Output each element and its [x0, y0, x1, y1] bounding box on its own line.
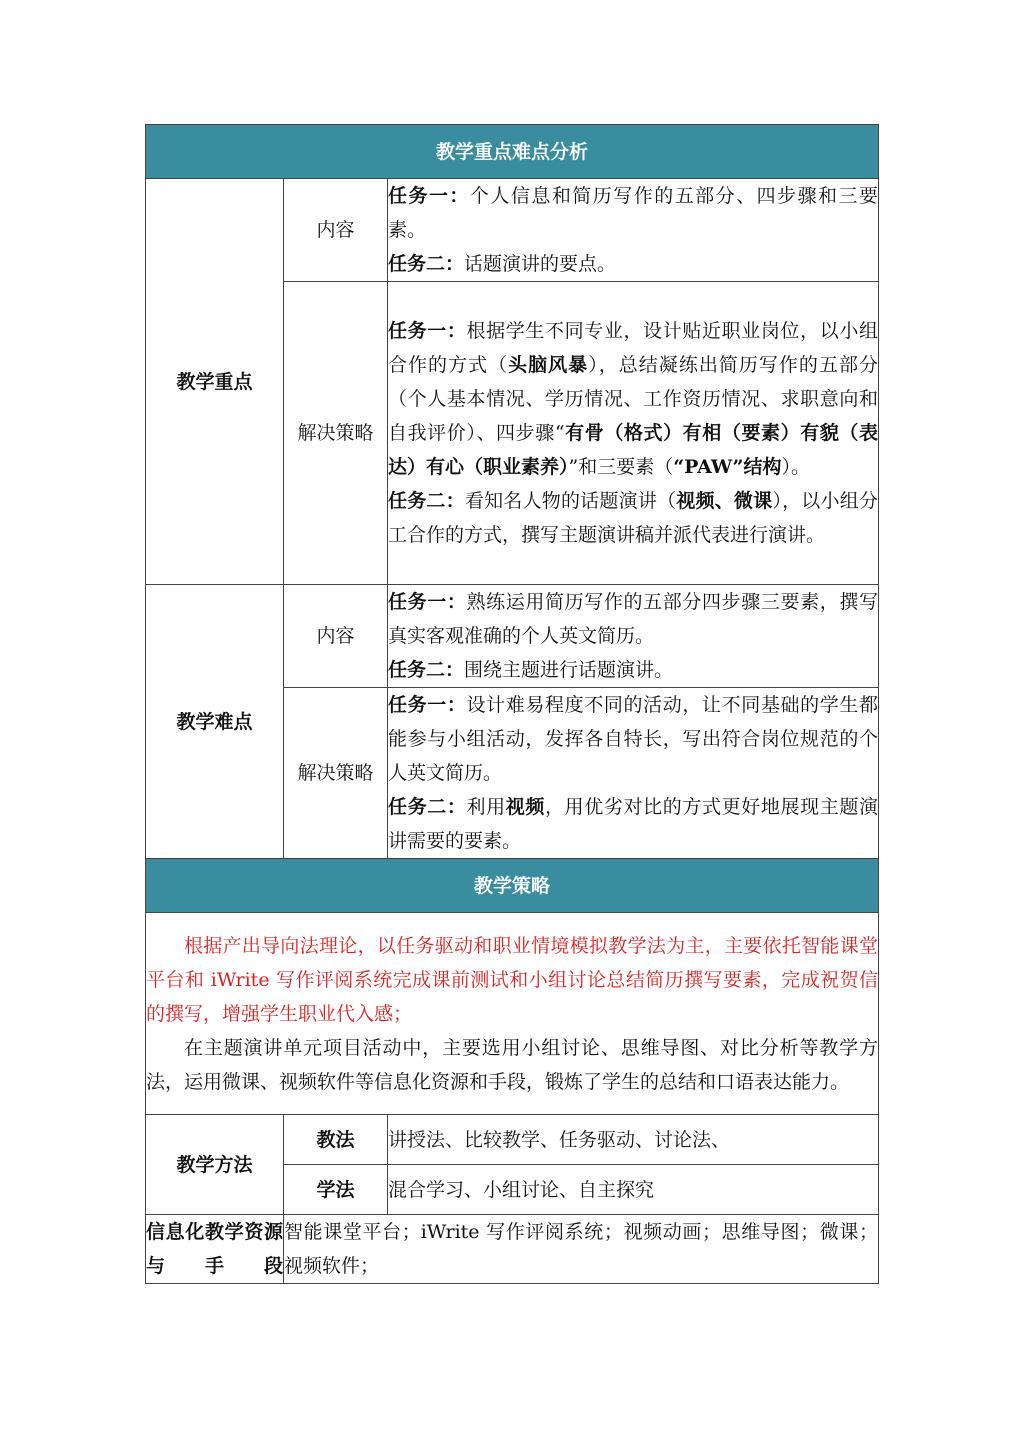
key-strategy: 任务一：根据学生不同专业，设计贴近职业岗位，以小组合作的方式（头脑风暴），总结凝练出简历写作的五部分（个人基本情况、学历情况、工作资历情况、求职意向和自我评价）、四步骤“有骨（格式）有相（要素）有貌（表达）有心（职业素养）”和三要素（“PAW”结构）。 任务二：看知名人物的话题演讲（视频、微课），以小组分工合作的方式，撰写主题演讲稿并派代表进行演讲。: [388, 282, 879, 585]
analysis-title: 教学重点难点分析: [146, 125, 879, 179]
resources-label: 信息化教学资源与手段: [146, 1215, 284, 1284]
teach-method: 讲授法、比较教学、任务驱动、讨论法、: [388, 1115, 879, 1165]
diff-strategy-label: 解决策略: [284, 688, 388, 859]
learn-method-label: 学法: [284, 1165, 388, 1215]
learn-method: 混合学习、小组讨论、自主探究: [388, 1165, 879, 1215]
strategy-paragraph-2: 在主题演讲单元项目活动中，主要选用小组讨论、思维导图、对比分析等教学方法，运用微课、视频软件等信息化资源和手段，锻炼了学生的总结和口语表达能力。: [146, 1036, 879, 1093]
strategy-paragraph-1: 根据产出导向法理论，以任务驱动和职业情境模拟教学法为主，主要依托智能课堂平台和 iWrite 写作评阅系统完成课前测试和小组讨论总结简历撰写要素，完成祝贺信的撰写，增强学生职业代入感；: [146, 934, 879, 1025]
key-content: 任务一：个人信息和简历写作的五部分、四步骤和三要素。 任务二：话题演讲的要点。: [388, 179, 879, 282]
diff-content: 任务一：熟练运用简历写作的五部分四步骤三要素，撰写真实客观准确的个人英文简历。 任务二：围绕主题进行话题演讲。: [388, 585, 879, 688]
diff-content-label: 内容: [284, 585, 388, 688]
difficulties-label: 教学难点: [146, 585, 284, 859]
teach-method-label: 教法: [284, 1115, 388, 1165]
key-content-label: 内容: [284, 179, 388, 282]
resources-text: 智能课堂平台；iWrite 写作评阅系统；视频动画；思维导图；微课；视频软件；: [284, 1215, 879, 1284]
key-strategy-label: 解决策略: [284, 282, 388, 585]
teaching-analysis-table: [145, 124, 879, 1284]
key-points-label: 教学重点: [146, 179, 284, 585]
methods-label: 教学方法: [146, 1115, 284, 1215]
strategy-body: [146, 913, 879, 1115]
strategy-title: 教学策略: [146, 859, 879, 913]
diff-strategy: 任务一：设计难易程度不同的活动，让不同基础的学生都能参与小组活动，发挥各自特长，写出符合岗位规范的个人英文简历。 任务二：利用视频，用优劣对比的方式更好地展现主题演讲需要的要素。: [388, 688, 879, 859]
